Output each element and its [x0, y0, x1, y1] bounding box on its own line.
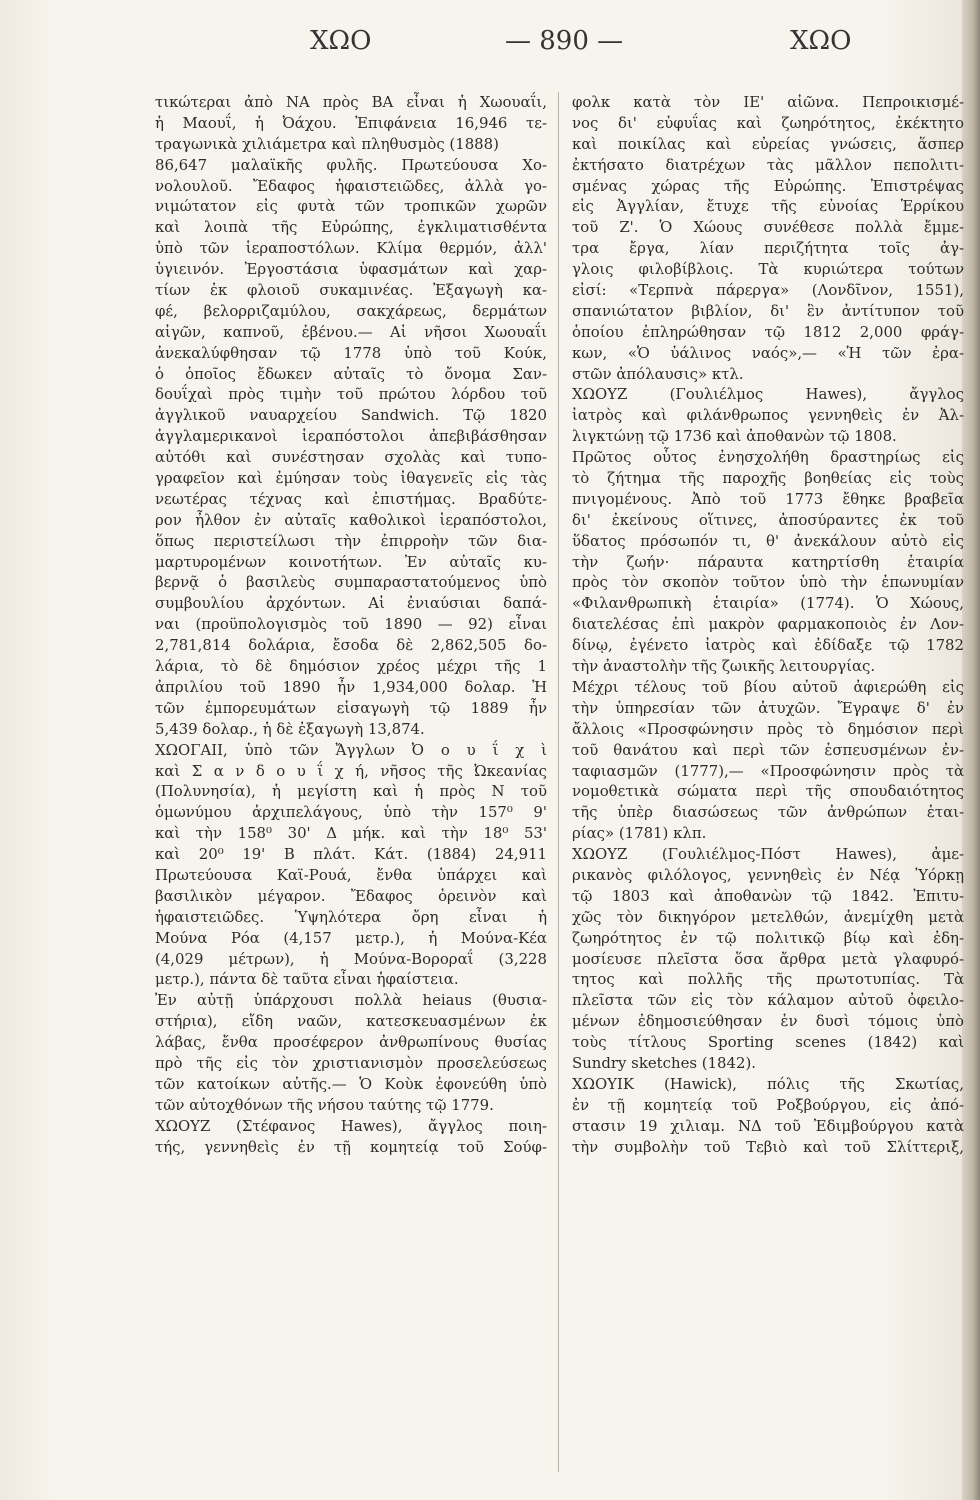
text-line: Μέχρι τέλους τοῦ βίου αὐτοῦ ἀφιερώθη εἰς	[572, 677, 964, 696]
text-line: Μούνα Ρόα (4,157 μετρ.), ἡ Μούνα-Κέα	[155, 928, 547, 947]
text-line: εἰς Ἀγγλίαν, ἔτυχε τῆς εὐνοίας Ἑρρίκου	[572, 197, 964, 216]
text-line: πρὸς τὸν σκοπὸν τοῦτον ὑπὸ τὴν ἐπωνυμίαν	[572, 573, 964, 592]
text-line: 5,439 δολαρ., ἡ δὲ ἐξαγωγὴ 13,874.	[155, 719, 425, 738]
text-line: ρον ἦλθον ἐν αὐταῖς καθολικοὶ ἱεραπόστολοι,	[155, 510, 547, 529]
text-line: τραγωνικὰ χιλιάμετρα καὶ πληθυσμὸς (1888)	[155, 134, 499, 153]
text-line: τοῦ θανάτου καὶ περὶ τῶν ἐσπευσμένων ἐν-	[572, 740, 964, 759]
text-line: τητος καὶ πολλῆς τῆς πρωτοτυπίας. Τὰ	[572, 970, 964, 989]
text-line: τοὺς τίτλους Sporting scenes (1842) καὶ	[572, 1033, 964, 1052]
text-line: στήρια), εἴδη ναῶν, κατεσκευασμένων ἐκ	[155, 1012, 547, 1031]
text-line: ζωηρότητος ἐν τῷ πολιτικῷ βίῳ καὶ ἐδη-	[572, 928, 964, 947]
text-line: νομοθετικὰ σώματα περὶ τῆς σπουδαιότητος	[572, 782, 964, 801]
page-number: — 890 —	[505, 26, 624, 56]
text-line: τικώτεραι ἀπὸ ΝΑ πρὸς ΒΑ εἶναι ἡ Χωουαΐι,	[155, 93, 547, 111]
left-column	[155, 92, 547, 1492]
text-line: ἡφαιστειῶδες. Ὑψηλότερα ὄρη εἶναι ἡ	[155, 907, 547, 926]
text-line: καὶ 20⁰ 19' Β πλάτ. Κάτ. (1884) 24,911	[155, 845, 547, 864]
text-line: (Πολυνησία), ἡ μεγίστη καὶ ἡ πρὸς Ν τοῦ	[155, 782, 547, 801]
text-line: λιγκτώνῃ τῷ 1736 καὶ ἀποθανὼν τῷ 1808.	[572, 427, 897, 446]
text-line: Πρῶτος οὗτος ἐνησχολήθη δραστηρίως εἰς	[572, 448, 964, 467]
text-line: ΧΩΟΥΖ (Γουλιέλμος Hawes), ἄγγλος	[572, 385, 964, 404]
text-line: στῶν ἀπόλαυσις» κτλ.	[572, 364, 744, 383]
text-line: τῶν ἐμπορευμάτων εἰσαγωγὴ τῷ 1889 ἦν	[155, 698, 547, 717]
text-line: πλεῖστα τῶν εἰς τὸν κάλαμον αὐτοῦ ὀφειλο-	[572, 991, 964, 1010]
text-line: Sundry sketches (1842).	[572, 1053, 757, 1072]
text-line: ἰατρὸς καὶ φιλάνθρωπος γεννηθεὶς ἐν Ἀλ-	[572, 406, 964, 425]
text-line: λάρια, τὸ δὲ δημόσιον χρέος μέχρι τῆς 1	[155, 657, 547, 676]
text-line: τῶν αὐτοχθόνων τῆς νήσου ταύτης τῷ 1779.	[155, 1095, 494, 1114]
text-line: κων, «Ὁ ὑάλινος ναός»,— «Ἡ τῶν ἐρα-	[572, 343, 964, 362]
text-line: ΧΩΟΥΖ (Στέφανος Hawes), ἄγγλος ποιη-	[155, 1116, 547, 1135]
text-line: γραφεῖον καὶ ἐμύησαν τοὺς ἰθαγενεῖς εἰς τὰς	[155, 469, 547, 488]
text-line: ἀγγλαμερικανοὶ ἱεραπόστολοι ἀπεβιβάσθησαν	[155, 427, 547, 446]
text-line: συμβουλίου ἀρχόντων. Αἱ ἐνιαύσιαι δαπά-	[155, 594, 547, 613]
text-line: καὶ τὴν 158⁰ 30' Δ μήκ. καὶ τὴν 18⁰ 53'	[155, 824, 547, 843]
text-line: ΧΩΟΥΖ (Γουλιέλμος-Πόστ Hawes), ἀμε-	[572, 845, 964, 864]
text-line: νεωτέρας τέχνας καὶ ἐπιστήμας. Βραδύτε-	[155, 489, 547, 508]
header-right-keyword: ΧΩΟ	[790, 26, 852, 56]
text-line: τὴν συμβολὴν τοῦ Τεβιὸ καὶ τοῦ Σλίττεριξ,	[572, 1137, 964, 1156]
text-line: τῶν κατοίκων αὐτῆς.— Ὁ Κοὺκ ἐφονεύθη ὑπὸ	[155, 1074, 547, 1093]
text-line: στασιν 19 χιλιαμ. ΝΔ τοῦ Ἐδιμβούργου κατὰ	[572, 1116, 964, 1135]
text-line: ὁμωνύμου ἀρχιπελάγους, ὑπὸ τὴν 157⁰ 9'	[155, 803, 547, 822]
text-line: πνιγομένους. Ἀπὸ τοῦ 1773 ἔθηκε βραβεῖα	[572, 489, 964, 508]
text-line: ταφιασμῶν (1777),— «Προσφώνησιν πρὸς τὰ	[572, 761, 964, 780]
text-line: νολουλοῦ. Ἔδαφος ἡφαιστειῶδες, ἀλλὰ γο-	[155, 176, 547, 195]
text-line: 86,647 μαλαϊκῆς φυλῆς. Πρωτεύουσα Χο-	[155, 155, 547, 174]
text-line: ὅπως περιστείλωσι τὴν ἐπιρροὴν τῶν δια-	[155, 531, 547, 550]
text-line: δι' ἐκείνους οἵτινες, ἀποσύραντες ἐκ τοῦ	[572, 510, 964, 529]
right-column	[572, 92, 964, 1492]
text-line: τὸ ζήτημα τῆς παροχῆς βοηθείας εἰς τοὺς	[572, 469, 964, 488]
text-line: σπανιώτατον βιβλίον, δι' ἓν ἀντίτυπον τοῦ	[572, 301, 964, 320]
text-line: αἰγῶν, καπνοῦ, ἐβένου.— Αἱ νῆσοι Χωουαΐι	[155, 322, 547, 341]
text-line: λάβας, ἔνθα προσέφερον ἀνθρωπίνους θυσίας	[155, 1033, 547, 1052]
text-line: τῷ 1803 καὶ ἀποθανὼν τῷ 1842. Ἐπιτυ-	[572, 886, 964, 905]
text-line: τὴν ζωήν· πάραυτα κατηρτίσθη ἑταιρία	[572, 552, 964, 571]
text-line: βασιλικὸν μέγαρον. Ἔδαφος ὀρεινὸν καὶ	[155, 886, 547, 905]
text-line: μένων ἐδημοσιεύθησαν ἐν δυσὶ τόμοις ὑπὸ	[572, 1012, 964, 1031]
text-line: αὐτόθι καὶ συνέστησαν σχολὰς καὶ τυπο-	[155, 448, 547, 467]
text-line: νος δι' εὐφυΐας καὶ ζωηρότητος, ἐκέκτητο	[572, 113, 964, 132]
text-line: φολκ κατὰ τὸν ΙΕ' αἰῶνα. Πεπροικισμέ-	[572, 93, 964, 111]
column-divider	[558, 92, 559, 1472]
text-line: φέ, βελορριζαμύλου, σακχάρεως, δερμάτων	[155, 301, 547, 320]
text-line: γλοις φιλοβίβλοις. Τὰ κυριώτερα τούτων	[572, 260, 964, 279]
text-line: Ἐν αὐτῇ ὑπάρχουσι πολλὰ heiaus (θυσια-	[155, 991, 547, 1010]
text-line: ἐκτήσατο διατρέχων τὰς μᾶλλον πεπολιτι-	[572, 155, 964, 174]
text-line: ἄλλοις «Προσφώνησιν πρὸς τὸ δημόσιον περὶ	[572, 719, 964, 738]
text-line: ὕδατος πρόσωπόν τι, θ' ἀνεκάλουν αὐτὸ εἰς	[572, 531, 964, 550]
text-line: μαρτυρομένων κοινοτήτων. Ἐν αὐταῖς κυ-	[155, 552, 547, 571]
text-line: ρικανὸς φιλόλογος, γεννηθεὶς ἐν Νέᾳ Ὑόρκῃ	[572, 865, 964, 884]
text-line: «Φιλανθρωπικὴ ἑταιρία» (1774). Ὁ Χώους,	[572, 594, 964, 613]
text-line: τής, γεννηθεὶς ἐν τῇ κομητείᾳ τοῦ Σούφ-	[155, 1137, 547, 1156]
text-line: ἀγγλικοῦ ναυαρχείου Sandwich. Τῷ 1820	[155, 406, 547, 425]
text-line: βερνᾷ ὁ βασιλεὺς συμπαραστατούμενος ὑπὸ	[155, 573, 547, 592]
text-line: καὶ Σ α ν δ ο υ ΐ χ ή, νῆσος τῆς Ὠκεανίας	[155, 761, 547, 780]
text-line: Πρωτεύουσα Καϊ-Ρουά, ἔνθα ὑπάρχει καὶ	[155, 865, 547, 884]
text-line: 2,781,814 δολάρια, ἔσοδα δὲ 2,862,505 δο-	[155, 636, 547, 655]
header-left-keyword: ΧΩΟ	[310, 26, 372, 56]
text-line: διατελέσας ἐπὶ μακρὸν φαρμακοποιὸς ἐν Λον-	[572, 615, 964, 634]
text-line: σμένας χώρας τῆς Εὐρώπης. Ἐπιστρέψας	[572, 176, 964, 195]
text-line: ὁ ὁποῖος ἔδωκεν αὐταῖς τὸ ὄνομα Σαν-	[155, 364, 547, 383]
text-line: δίνῳ, ἐγένετο ἰατρὸς καὶ ἐδίδαξε τῷ 1782	[572, 636, 964, 655]
text-line: τοῦ Ζ'. Ὁ Χώους συνέθεσε πολλὰ ἔμμε-	[572, 218, 964, 237]
text-line: τὴν ἀναστολὴν τῆς ζωικῆς λειτουργίας.	[572, 657, 876, 676]
text-line: καὶ λοιπὰ τῆς Εὐρώπης, ἐγκλιματισθέντα	[155, 218, 547, 237]
text-line: ναι (προϋπολογισμὸς τοῦ 1890 — 92) εἶναι	[155, 615, 547, 634]
text-line: ἐν τῇ κομητείᾳ τοῦ Ροξβούργου, εἰς ἀπό-	[572, 1095, 964, 1114]
text-line: τὴν ὑπηρεσίαν τῶν ἀτυχῶν. Ἔγραψε δ' ἐν	[572, 698, 964, 717]
text-line: εἰσί: «Τερπνὰ πάρεργα» (Λονδῖνον, 1551),	[572, 281, 964, 300]
text-line: πρὸ τῆς εἰς τὸν χριστιανισμὸν προσελεύσεως	[155, 1053, 547, 1072]
text-line: (4,029 μέτρων), ἡ Μούνα-Βοροραΐ (3,228	[155, 949, 547, 968]
text-line: χῶς τὸν δικηγόρον μετελθών, ἀνεμίχθη μετὰ	[572, 907, 964, 926]
book-page-edge	[962, 0, 980, 1500]
text-line: ὑγιεινόν. Ἐργοστάσια ὑφασμάτων καὶ χαρ-	[155, 260, 547, 279]
text-line: ἀπριλίου τοῦ 1890 ἦν 1,934,000 δολαρ. Ἡ	[155, 677, 547, 696]
text-line: ΧΩΟΥΙΚ (Hawick), πόλις τῆς Σκωτίας,	[572, 1074, 964, 1093]
text-line: τίων ἐκ φλοιοῦ συκαμινέας. Ἐξαγωγὴ κα-	[155, 281, 547, 300]
text-line: ὁποίου ἐπληρώθησαν τῷ 1812 2,000 φράγ-	[572, 322, 964, 341]
text-line: μοσίευσε πλεῖστα ὅσα ἄρθρα μετὰ γλαφυρό-	[572, 949, 964, 968]
text-line: ΧΩΟΓΑΙΙ, ὑπὸ τῶν Ἄγγλων Ὀ ο υ ΐ χ ὶ	[155, 740, 547, 759]
text-line: ἡ Μαουΐ, ἡ Ὀάχου. Ἐπιφάνεια 16,946 τε-	[155, 113, 547, 132]
text-line: τῆς ὑπὲρ διασώσεως τῶν ἀνθρώπων ἑται-	[572, 803, 964, 822]
text-line: ὑπὸ τῶν ἱεραποστόλων. Κλίμα θερμόν, ἀλλ'	[155, 239, 547, 258]
text-line: δουΐχαὶ πρὸς τιμὴν τοῦ πρώτου λόρδου τοῦ	[155, 385, 547, 404]
page-header	[110, 26, 850, 70]
text-line: μετρ.), πάντα δὲ ταῦτα εἶναι ἡφαίστεια.	[155, 970, 459, 989]
text-line: τρα ἔργα, λίαν περιζήτητα τοῖς ἀγ-	[572, 239, 964, 258]
text-line: νιμώτατον εἰς φυτὰ τῶν τροπικῶν χωρῶν	[155, 197, 547, 216]
text-line: ἀνεκαλύφθησαν τῷ 1778 ὑπὸ τοῦ Κούκ,	[155, 343, 547, 362]
text-line: ρίας» (1781) κλπ.	[572, 824, 707, 843]
text-line: καὶ ποικίλας καὶ εὐρείας γνώσεις, ἅσπερ	[572, 134, 964, 153]
